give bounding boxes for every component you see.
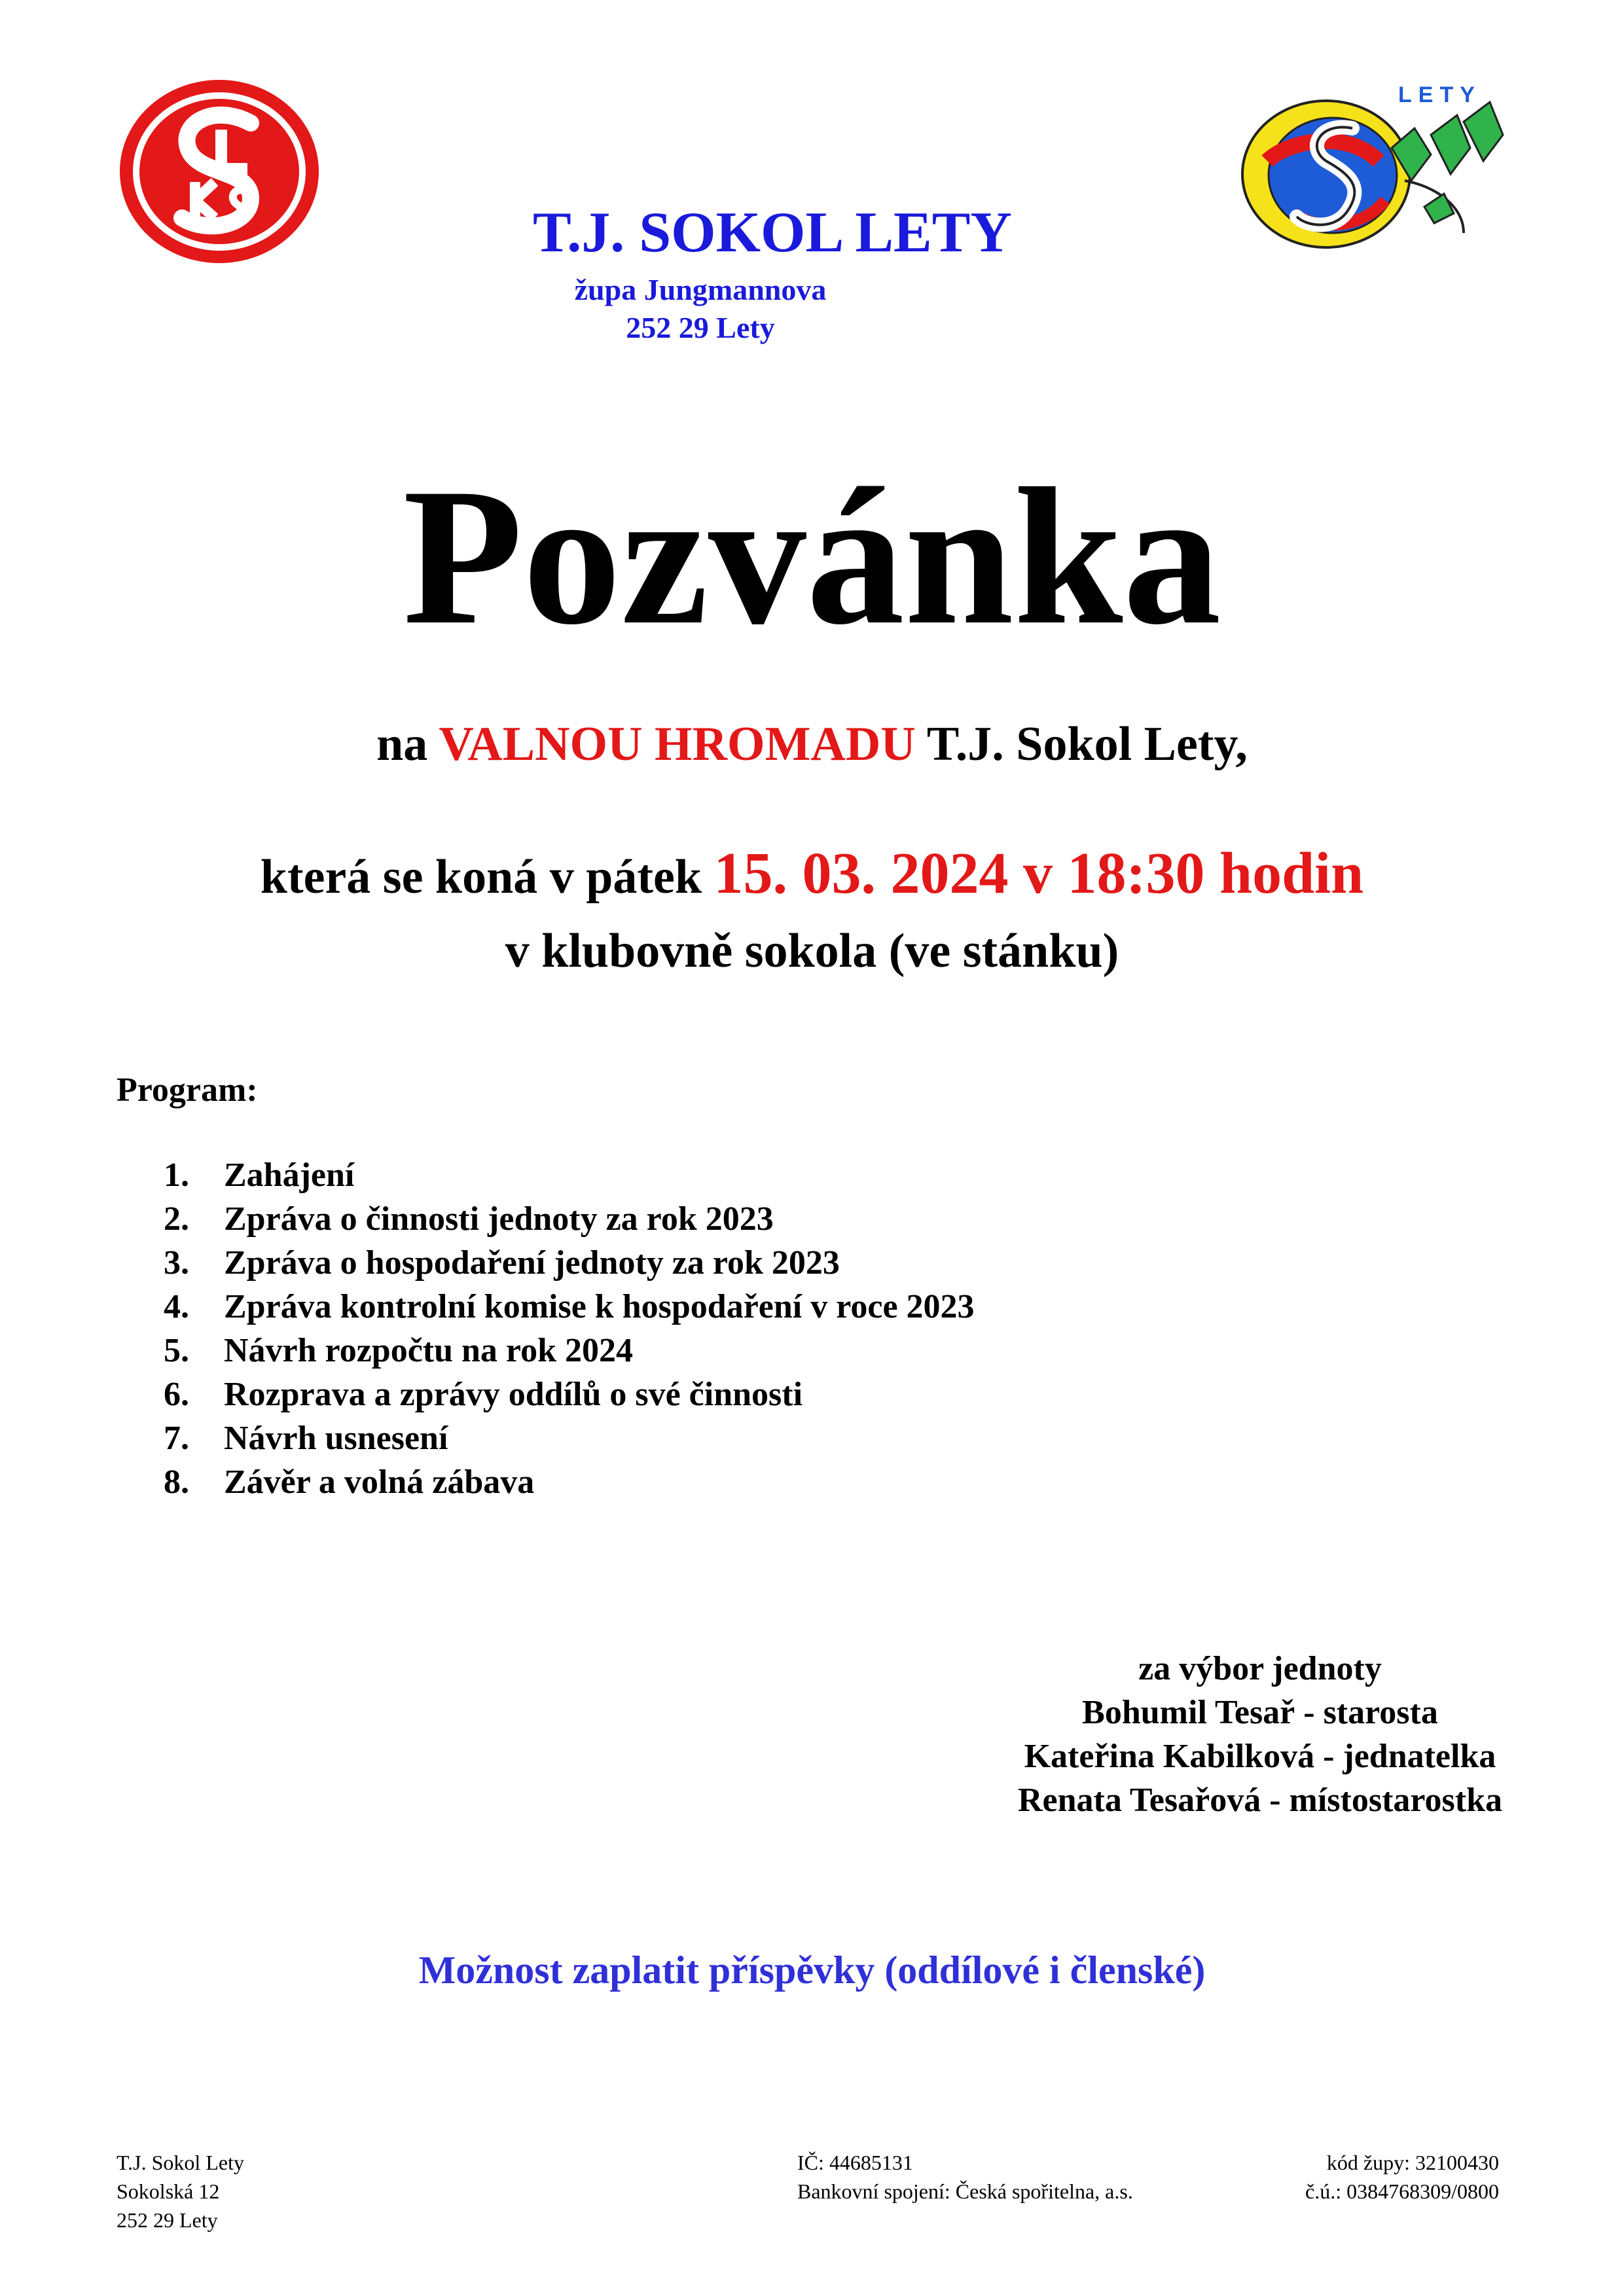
program-list (164, 1153, 975, 1504)
item-number: 6. (164, 1376, 189, 1413)
item-number: 1. (164, 1157, 189, 1194)
list-item (164, 1197, 975, 1241)
item-text: Zahájení (224, 1157, 355, 1194)
invite-suffix: T.J. Sokol Lety, (915, 717, 1248, 771)
list-item (164, 1329, 975, 1372)
payment-note: Možnost zaplatit příspěvky (oddílové i členské) (418, 1948, 1206, 1992)
list-item (164, 1153, 975, 1197)
footer-line: IČ: 44685131 (797, 2151, 913, 2174)
invite-date-line (0, 841, 1624, 906)
item-text: Zpráva o činnosti jednoty za rok 2023 (224, 1200, 774, 1238)
lety-logo-text: LETY (1398, 82, 1481, 107)
item-text: Návrh rozpočtu na rok 2024 (224, 1332, 633, 1369)
item-number: 2. (164, 1200, 189, 1238)
item-number: 7. (164, 1420, 189, 1457)
item-text: Závěr a volná zábava (224, 1463, 535, 1501)
item-number: 4. (164, 1288, 189, 1325)
item-text: Zpráva o hospodaření jednoty za rok 2023 (224, 1244, 840, 1282)
item-text: Zpráva kontrolní komise k hospodaření v roce 2023 (224, 1288, 975, 1325)
program-label: Program: (117, 1071, 258, 1109)
signature-line: za výbor jednoty (1138, 1650, 1382, 1687)
list-item (164, 1241, 975, 1285)
page-title: Pozvánka (403, 448, 1221, 665)
organization-address: 252 29 Lety (626, 311, 775, 344)
item-number: 8. (164, 1463, 189, 1501)
footer-line: kód župy: 32100430 (1326, 2151, 1499, 2174)
list-item (164, 1416, 975, 1460)
item-number: 3. (164, 1244, 189, 1282)
signature-block (785, 1647, 1624, 1822)
list-item (164, 1372, 975, 1416)
footer-line: 252 29 Lety (117, 2208, 218, 2232)
list-item (164, 1285, 975, 1329)
organization-name: T.J. SOKOL LETY (533, 201, 1012, 264)
footer-address (117, 2148, 244, 2234)
footer-line: T.J. Sokol Lety (117, 2151, 244, 2174)
invite-prefix: na (376, 717, 439, 771)
footer-codes (1231, 2148, 1499, 2206)
event-name: VALNOU HROMADU (439, 717, 916, 771)
signature-line: Bohumil Tesař - starosta (1082, 1694, 1438, 1731)
item-number: 5. (164, 1332, 189, 1369)
organization-region: župa Jungmannova (574, 273, 827, 306)
invite-event-line (0, 717, 1624, 771)
event-place: v klubovně sokola (ve stánku) (505, 924, 1119, 978)
signature-line: Renata Tesařová - místostarostka (1017, 1782, 1503, 1819)
footer-line: Sokolská 12 (117, 2179, 220, 2203)
date-prefix: která se koná v pátek (260, 850, 714, 904)
item-text: Rozprava a zprávy oddílů o své činnosti (224, 1376, 803, 1413)
item-text: Návrh usnesení (224, 1420, 448, 1457)
event-date: 15. 03. 2024 v 18:30 hodin (713, 841, 1364, 906)
list-item (164, 1460, 975, 1504)
footer-line: č.ú.: 0384768309/0800 (1305, 2179, 1499, 2203)
signature-line: Kateřina Kabilková - jednatelka (1024, 1738, 1496, 1775)
footer-bank-info (797, 2148, 1133, 2206)
footer-line: Bankovní spojení: Česká spořitelna, a.s. (797, 2179, 1133, 2203)
